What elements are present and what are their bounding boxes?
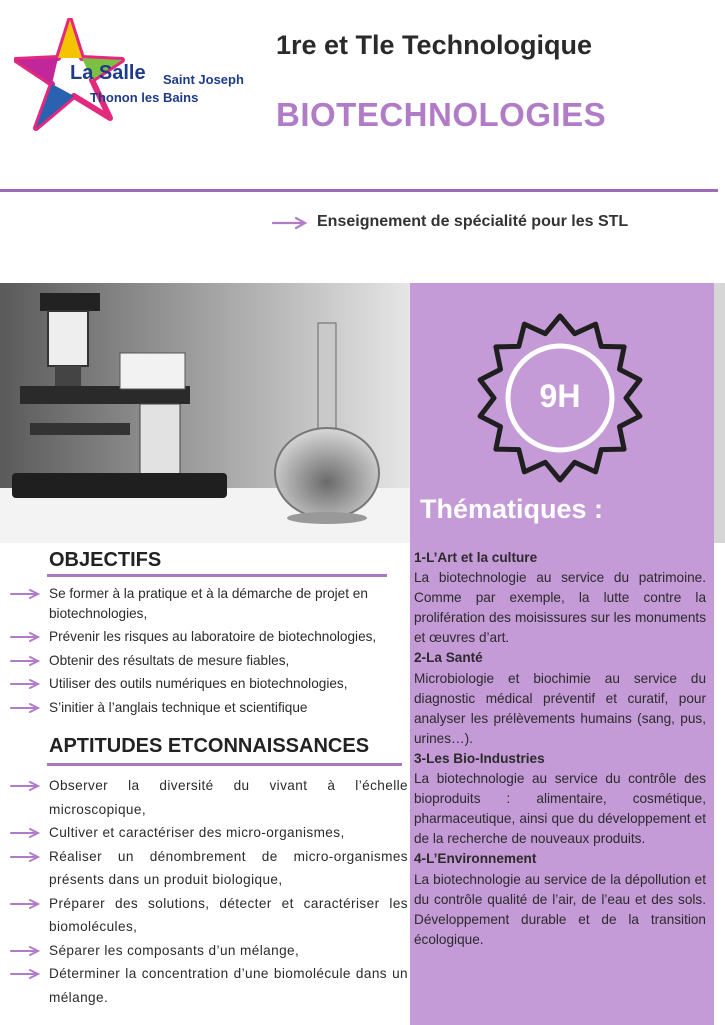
theme-body: Microbiologie et biochimie au service du diagnostic médical préventif et curatif, pour analyser les prélèvements humains (sang, pus, urines…). (414, 670, 706, 746)
list-item (10, 892, 408, 939)
theme-title: 4-L’Environnement (414, 851, 537, 867)
list-item (10, 674, 408, 694)
list-item-text: Réaliser un dénombrement de micro-organismes présents dans un produit biologique, (49, 848, 408, 887)
list-item (10, 584, 408, 624)
document-subject: BIOTECHNOLOGIES (276, 96, 607, 133)
theme-body: La biotechnologie au service du patrimoine. Comme par exemple, la lutte contre la prolifération des moisissures sur les monuments et œuvres d’art. (414, 570, 706, 646)
arrow-right-icon (272, 216, 308, 230)
theme-body: La biotechnologie au service du contrôle des bioproduits : alimentaire, cosmétique, pharmaceutique, ainsi que du développement et de la recherche de nouveaux produits. (414, 771, 706, 847)
list-item (10, 698, 408, 718)
theme-title: 1-L’Art et la culture (414, 550, 538, 565)
arrow-right-icon (10, 678, 40, 690)
hours-badge-label: 9H (539, 378, 581, 414)
list-item-text: Déterminer la concentration d’une biomolécule dans un mélange. (49, 966, 408, 1005)
list-item-text: Séparer les composants d’un mélange, (49, 942, 300, 958)
list-item-text: Préparer des solutions, détecter et caractériser les biomolécules, (49, 895, 408, 934)
arrow-right-icon (10, 588, 40, 600)
list-item-text: Se former à la pratique et à la démarche de projet en biotechnologies, (49, 586, 368, 621)
list-item (10, 845, 408, 892)
list-item (10, 651, 408, 671)
objectives-heading: OBJECTIFS (49, 549, 162, 571)
logo-name: La Salle (70, 62, 146, 84)
arrow-right-icon (10, 702, 40, 714)
photo-edge (714, 283, 725, 543)
logo-line-2: Thonon les Bains (90, 90, 199, 105)
arrow-right-icon (10, 631, 40, 643)
list-item (10, 939, 408, 963)
laboratory-photo (0, 283, 410, 543)
list-item-text: S’initier à l’anglais technique et scientifique (49, 699, 308, 715)
arrow-right-icon (10, 780, 40, 792)
arrow-right-icon (10, 898, 40, 910)
aptitudes-underline (47, 763, 402, 766)
header-divider (0, 189, 718, 192)
logo-line-1: Saint Joseph (163, 72, 244, 87)
list-item-text: Obtenir des résultats de mesure fiables, (49, 652, 290, 668)
aptitudes-list (10, 774, 408, 1009)
list-item-text: Observer la diversité du vivant à l’échelle microscopique, (49, 778, 408, 817)
document-title: 1re et Tle Technologique (276, 30, 593, 60)
list-item (10, 962, 408, 1009)
list-item (10, 627, 408, 647)
list-item-text: Prévenir les risques au laboratoire de biotechnologies, (49, 629, 377, 645)
themes-heading: Thématiques : (420, 494, 604, 524)
themes-list (414, 548, 706, 950)
arrow-right-icon (10, 851, 40, 863)
speciality-caption: Enseignement de spécialité pour les STL (317, 213, 629, 230)
theme-title: 2-La Santé (414, 650, 483, 666)
aptitudes-heading: APTITUDES ETCONNAISSANCES (49, 735, 370, 757)
arrow-right-icon (10, 827, 40, 839)
list-item (10, 774, 408, 821)
list-item (10, 821, 408, 845)
arrow-right-icon (10, 655, 40, 667)
theme-title: 3-Les Bio-Industries (414, 750, 545, 766)
theme-body: La biotechnologie au service de la dépollution et du contrôle qualité de l’air, de l’eau et des sols. Développement durable et de la transition écologique. (414, 871, 706, 947)
arrow-right-icon (10, 945, 40, 957)
list-item-text: Utiliser des outils numériques en biotechnologies, (49, 676, 348, 692)
arrow-right-icon (10, 968, 40, 980)
objectives-list (10, 584, 408, 721)
list-item-text: Cultiver et caractériser des micro-organismes, (49, 825, 345, 840)
objectives-underline (47, 574, 387, 577)
